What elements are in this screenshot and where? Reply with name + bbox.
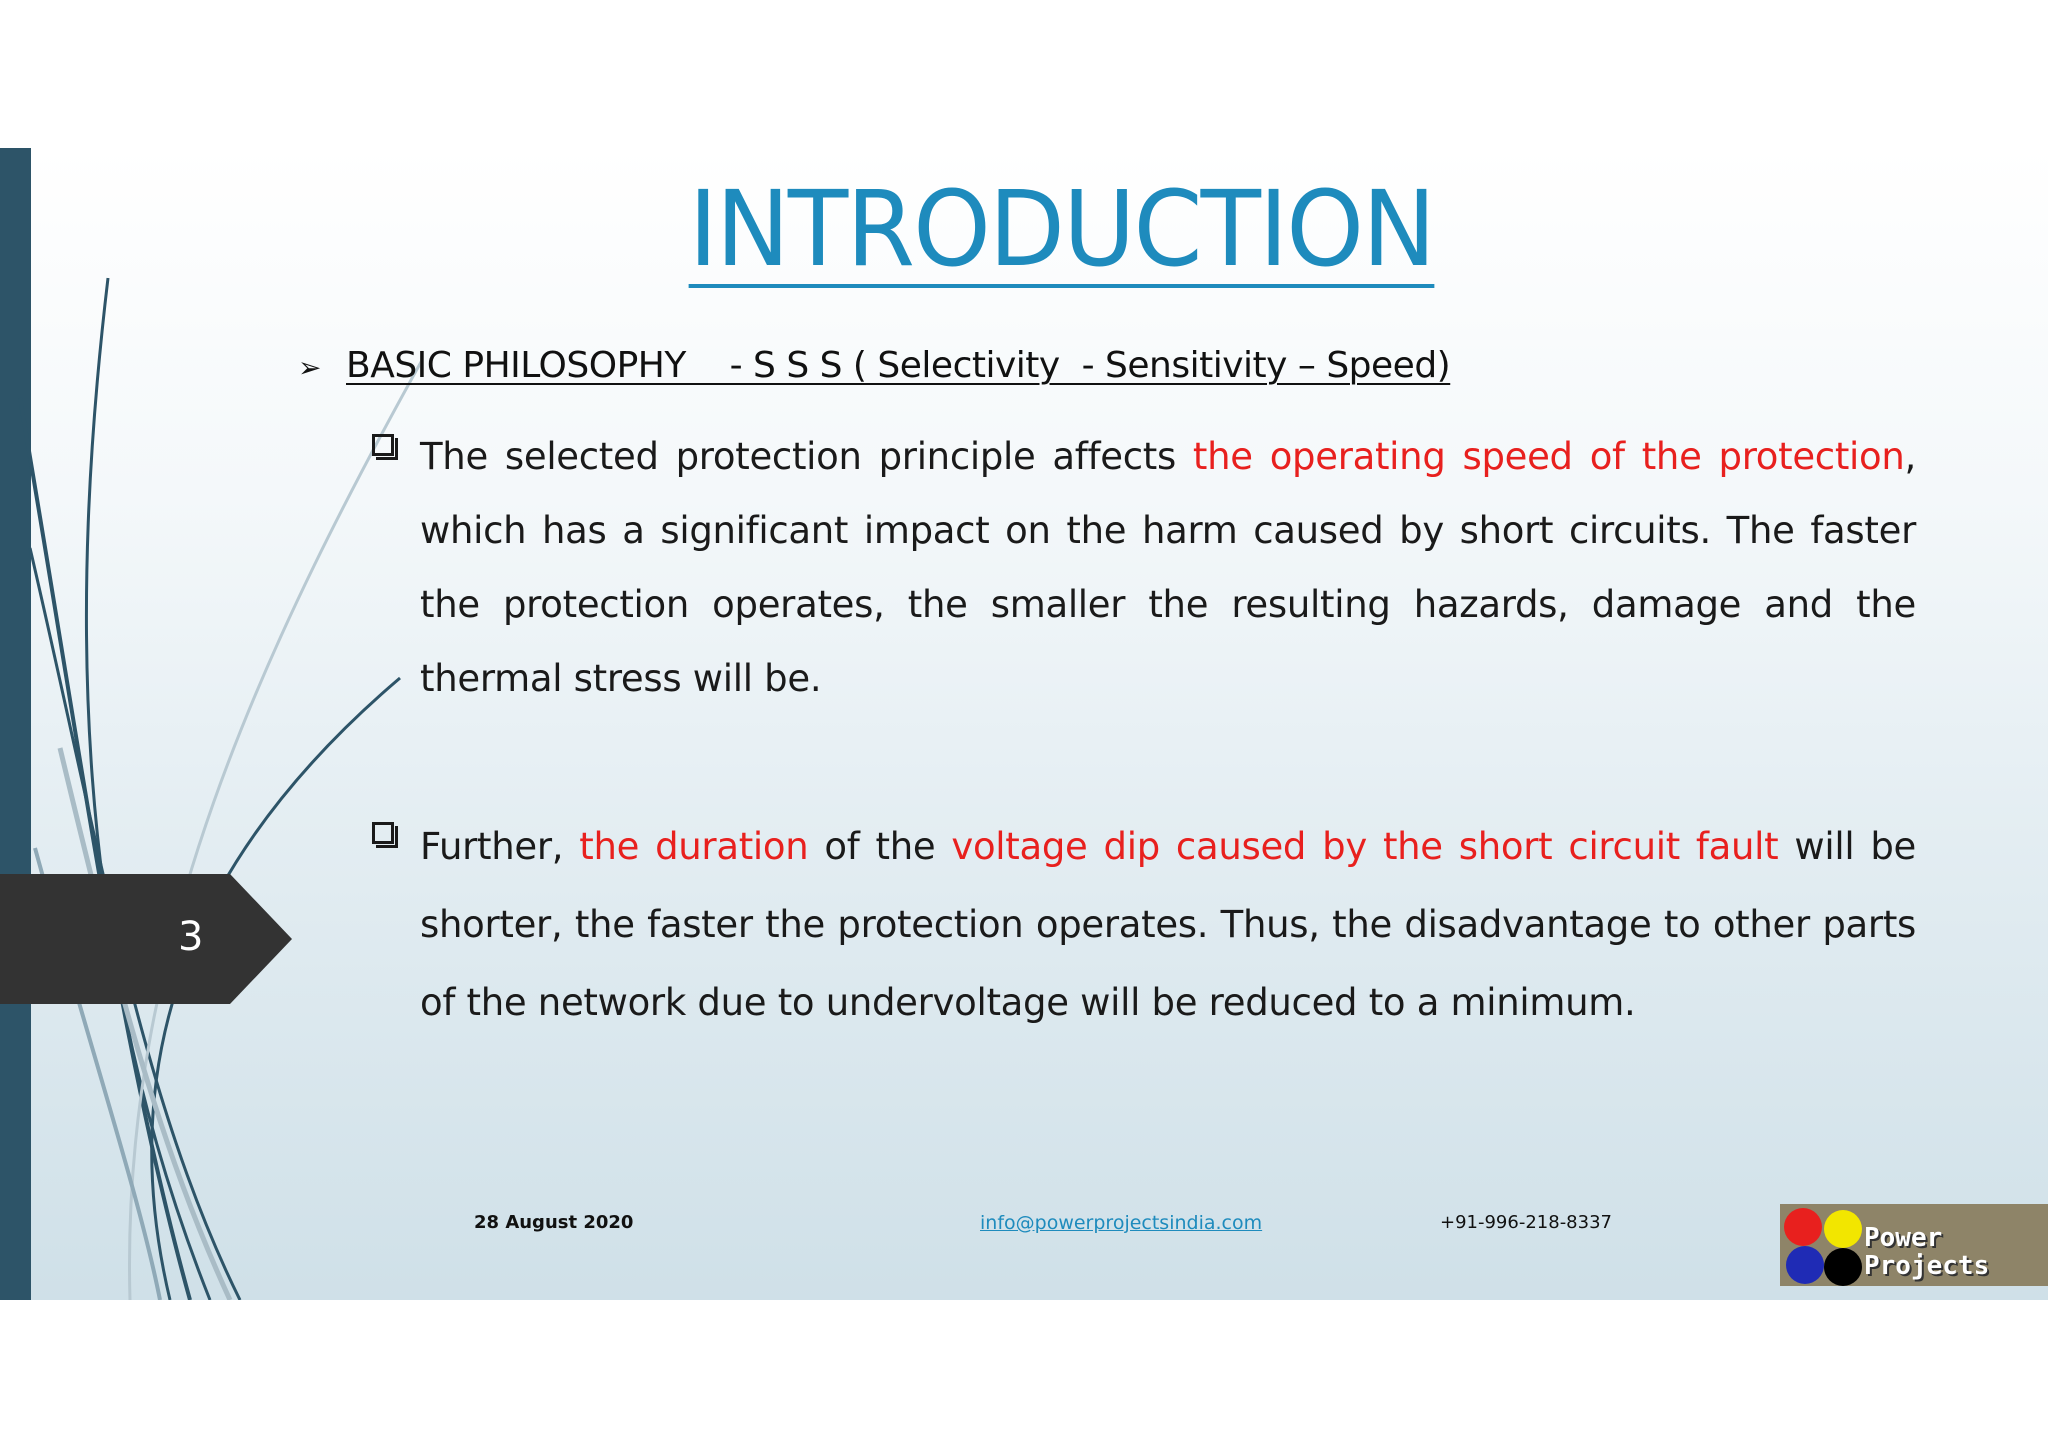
logo-dot-blue — [1786, 1246, 1824, 1284]
paragraph-operating-speed — [372, 420, 1916, 716]
page-number: 3 — [178, 914, 204, 960]
emphasis-text: the duration — [579, 825, 809, 868]
paragraph-text: Further, the duration of the voltage dip caused by the short circuit fault will be shorter, the faster the protection operates. Thus, the disadvantage to other parts of the network due to undervoltage will be reduced to a minimum. — [420, 825, 1916, 1024]
slide — [0, 148, 2048, 1300]
power-projects-logo — [1780, 1204, 2048, 1286]
logo-dot-black — [1824, 1248, 1862, 1286]
arrow-bullet-icon: ➢ — [298, 351, 322, 384]
emphasis-text: voltage dip caused by the short circuit fault — [951, 825, 1779, 868]
decorative-swoosh-lines — [0, 148, 420, 1300]
emphasis-text: the operating speed of the protection — [1192, 435, 1905, 478]
basic-philosophy-heading: ➢ BASIC PHILOSOPHY - S S S ( Selectivity - Sensitivity – Speed) — [298, 345, 1451, 386]
paragraph-text: The selected protection principle affects the operating speed of the protection, which has a significant impact on the harm caused by short circuits. The faster the protection operates, the smaller the resulting hazards, damage and the thermal stress will be. — [420, 435, 1916, 700]
logo-dot-yellow — [1824, 1210, 1862, 1248]
footer-email-link[interactable]: info@powerprojectsindia.com — [980, 1212, 1263, 1234]
footer-date: 28 August 2020 — [474, 1212, 634, 1233]
logo-dot-red — [1784, 1208, 1822, 1246]
paragraph-voltage-dip — [372, 808, 1916, 1042]
slide-title: INTRODUCTION — [688, 168, 1434, 290]
logo-text: Power Projects — [1864, 1223, 1990, 1281]
footer-phone: +91-996-218-8337 — [1440, 1212, 1612, 1233]
checkbox-bullet-icon — [372, 434, 394, 456]
checkbox-bullet-icon — [372, 822, 394, 844]
